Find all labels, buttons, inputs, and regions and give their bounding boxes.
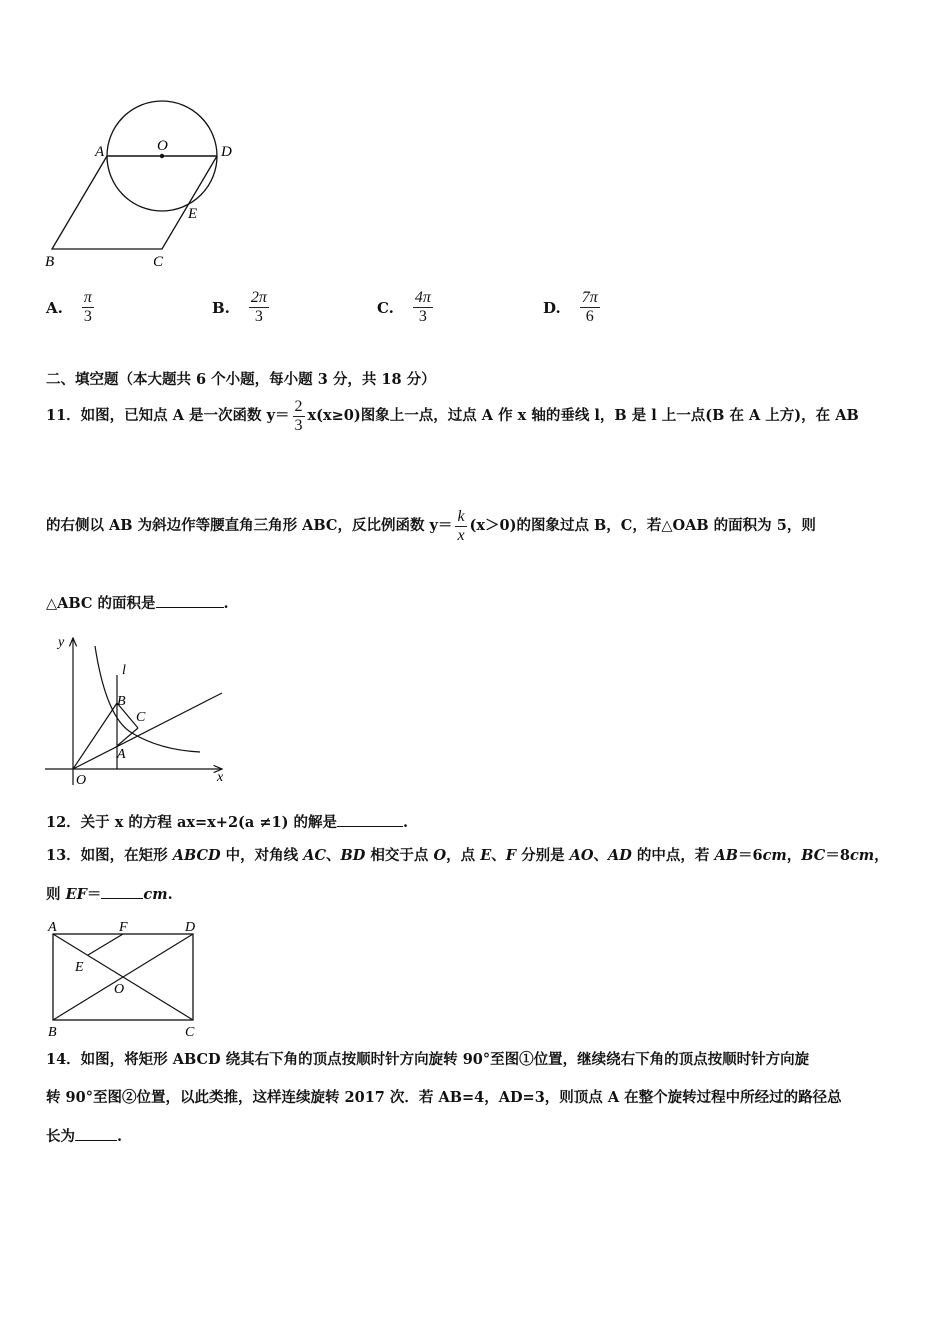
q13-bc: BC bbox=[801, 847, 826, 864]
label-c: C bbox=[136, 710, 146, 725]
q13-text: . bbox=[167, 886, 173, 903]
q13-text: 、 bbox=[491, 847, 506, 864]
q13-unit: cm bbox=[762, 847, 787, 864]
option-c bbox=[377, 289, 436, 326]
option-b-fraction bbox=[249, 289, 269, 326]
option-b-den: 3 bbox=[254, 308, 263, 325]
q14-line3 bbox=[46, 1126, 122, 1147]
q13-seg-ad: AD bbox=[608, 847, 632, 864]
q13-text: 、 bbox=[326, 847, 341, 864]
option-a-label: A. bbox=[46, 298, 63, 317]
label-e: E bbox=[75, 960, 84, 975]
q13-diag-bd: BD bbox=[340, 847, 366, 864]
label-c: C bbox=[153, 254, 164, 270]
function-graph-figure bbox=[40, 628, 240, 788]
q11-line3-end: . bbox=[223, 595, 229, 612]
q13-point-f: F bbox=[505, 847, 517, 864]
q13-line1 bbox=[46, 846, 889, 866]
q13-text: 中，对角线 bbox=[220, 847, 304, 864]
q13-text: ， bbox=[786, 847, 802, 864]
label-o: O bbox=[114, 982, 125, 997]
hyperbola-curve bbox=[95, 646, 200, 752]
label-b: B bbox=[45, 254, 55, 270]
q13-line2 bbox=[46, 884, 173, 905]
option-b bbox=[212, 289, 272, 326]
q11-answer-blank[interactable] bbox=[156, 593, 224, 608]
label-e: E bbox=[188, 206, 198, 222]
option-c-num: 4π bbox=[414, 289, 431, 306]
q13-point-o: O bbox=[433, 847, 447, 864]
q13-text: ＝8 bbox=[825, 847, 850, 864]
option-a bbox=[46, 289, 97, 326]
option-d bbox=[543, 289, 603, 326]
label-b: B bbox=[48, 1025, 57, 1040]
line-y-two-thirds-x bbox=[73, 693, 222, 769]
q13-text: 的中点，若 bbox=[631, 847, 715, 864]
option-c-fraction bbox=[413, 289, 433, 326]
option-d-fraction bbox=[580, 289, 600, 326]
q13-text: ＝ bbox=[86, 886, 102, 903]
label-a: A bbox=[117, 747, 126, 762]
q13-text: 相交于点 bbox=[365, 847, 434, 864]
label-o: O bbox=[76, 773, 87, 788]
center-point-o bbox=[160, 154, 164, 158]
option-d-label: D. bbox=[543, 298, 561, 317]
q13-text: 则 bbox=[46, 886, 66, 903]
label-o: O bbox=[157, 138, 168, 154]
segment-ef bbox=[88, 934, 123, 955]
q13-diag-ac: AC bbox=[303, 847, 327, 864]
option-a-num: π bbox=[83, 289, 92, 306]
option-d-den: 6 bbox=[585, 308, 594, 325]
label-y: y bbox=[58, 635, 65, 650]
q11-line2-after: (x＞0)的图象过点 B，C，若△OAB 的面积为 5，则 bbox=[469, 517, 816, 534]
circle-parallelogram-figure bbox=[40, 95, 250, 275]
q13-seg-ao: AO bbox=[569, 847, 594, 864]
label-b: B bbox=[117, 694, 126, 709]
q13-text: ， bbox=[874, 847, 889, 864]
q11-line1-after: x(x≥0)图象上一点，过点 A 作 x 轴的垂线 l，B 是 l 上一点(B 在 A 上方)，在 AB bbox=[307, 407, 859, 424]
q13-unit: cm bbox=[849, 847, 875, 864]
q13-text: 13．如图，在矩形 bbox=[46, 847, 173, 864]
rectangle-figure bbox=[42, 915, 207, 1043]
q12-answer-blank[interactable] bbox=[337, 812, 403, 827]
q11-line2 bbox=[46, 508, 816, 545]
segment-ob bbox=[73, 703, 117, 769]
q14-answer-blank[interactable] bbox=[75, 1126, 117, 1141]
q13-ab: AB bbox=[714, 847, 738, 864]
q14-line3-text: 长为 bbox=[46, 1128, 75, 1145]
q13-text: ，点 bbox=[446, 847, 481, 864]
q13-text: ＝6 bbox=[738, 847, 763, 864]
q13-text: 分别是 bbox=[516, 847, 570, 864]
q11-fraction-k-over-x bbox=[455, 508, 466, 545]
option-a-den: 3 bbox=[83, 308, 92, 325]
section-heading: 二、填空题（本大题共 6 个小题，每小题 3 分，共 18 分） bbox=[46, 371, 436, 388]
label-a: A bbox=[48, 920, 57, 935]
q13-rect-name: ABCD bbox=[172, 847, 221, 864]
q14-line2: 转 90°至图②位置，以此类推，这样连续旋转 2017 次．若 AB=4，AD=3，则顶点 A 在整个旋转过程中所经过的路径总 bbox=[46, 1089, 842, 1106]
q11-line2-before: 的右侧以 AB 为斜边作等腰直角三角形 ABC，反比例函数 y＝ bbox=[46, 517, 453, 534]
option-b-num: 2π bbox=[250, 289, 267, 306]
q13-unit: cm bbox=[143, 886, 168, 903]
q11-line1 bbox=[46, 398, 859, 435]
q13-ef: EF bbox=[65, 886, 87, 903]
q11-frac1-den: 3 bbox=[294, 417, 303, 434]
option-d-num: 7π bbox=[581, 289, 598, 306]
q11-line3 bbox=[46, 593, 229, 614]
label-f: F bbox=[119, 920, 128, 935]
option-c-label: C. bbox=[377, 298, 394, 317]
label-d: D bbox=[185, 920, 196, 935]
q12-text: 12．关于 x 的方程 ax=x+2(a ≠1) 的解是 bbox=[46, 814, 337, 831]
q11-line1-before: 11．如图，已知点 A 是一次函数 y＝ bbox=[46, 407, 290, 424]
label-c: C bbox=[185, 1025, 195, 1040]
option-b-label: B. bbox=[212, 298, 230, 317]
label-x: x bbox=[217, 770, 224, 785]
label-l: l bbox=[122, 663, 126, 678]
q11-frac2-num: k bbox=[457, 508, 465, 525]
q11-fraction-two-thirds bbox=[293, 398, 305, 435]
q14-line1: 14．如图，将矩形 ABCD 绕其右下角的顶点按顺时针方向旋转 90°至图①位置，继续绕右下角的顶点按顺时针方向旋 bbox=[46, 1051, 810, 1068]
q11-frac1-num: 2 bbox=[294, 398, 303, 415]
q14-line3-end: . bbox=[117, 1128, 123, 1145]
option-a-fraction bbox=[82, 289, 94, 326]
q12-end: . bbox=[403, 814, 409, 831]
q11-line3-text: △ABC 的面积是 bbox=[46, 595, 156, 612]
q12-line bbox=[46, 812, 408, 833]
q13-answer-blank[interactable] bbox=[101, 884, 143, 899]
q13-text: 、 bbox=[593, 847, 609, 864]
q13-point-e: E bbox=[480, 847, 492, 864]
q11-frac2-den: x bbox=[457, 527, 465, 544]
option-c-den: 3 bbox=[418, 308, 427, 325]
label-a: A bbox=[95, 144, 105, 160]
label-d: D bbox=[221, 144, 232, 160]
